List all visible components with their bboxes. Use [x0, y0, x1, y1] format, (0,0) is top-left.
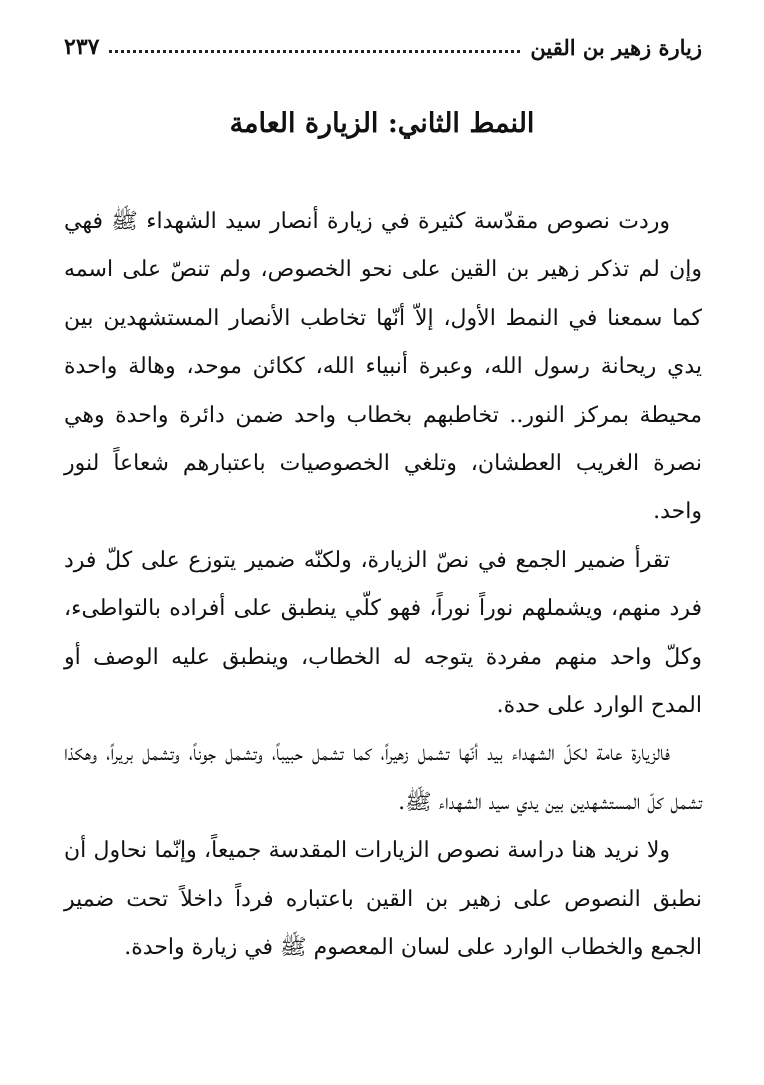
- paragraph-4: ولا نريد هنا دراسة نصوص الزيارات المقدسة جميعاً، وإنّما نحاول أن نطبق النصوص على زهير بن القين باعتباره فرداً داخلاً تحت ضمير الجمع والخطاب الوارد على لسان المعصوم ﷺ في زيارة واحدة.: [64, 838, 702, 961]
- running-title: زيارة زهير بن القين: [530, 34, 702, 60]
- paragraph-1: وردت نصوص مقدّسة كثيرة في زيارة أنصار سيد الشهداء ﷺ فهي وإن لم تذكر زهير بن القين على نحو الخصوص، ولم تنصّ على اسمه كما سمعنا في النمط الأول، إلاّ أنّها تخاطب الأنصار المستشهدين بين يدي ريحانة رسول الله، وعبرة أنبياء الله، ككائن موحد، وهالة واحدة محيطة بمركز النور.. تخاطبهم بخطاب واحد ضمن دائرة واحدة وهي نصرة الغريب العطشان، وتلغي الخصوصيات باعتبارهم شعاعاً لنور واحد.: [64, 209, 702, 525]
- dotted-leader: [109, 50, 520, 53]
- paragraph-3: فالزيارة عامة لكلّ الشهداء بيد أنّها تشمل زهيراً، كما تشمل حبيباً، وتشمل جوناً، وتشمل بريراً، وهكذا تشمل كلّ المستشهدين بين يدي سيد الشهداء ﷺ.: [64, 741, 702, 815]
- section-heading: النمط الثاني: الزيارة العامة: [229, 108, 535, 139]
- body-text: [64, 198, 702, 973]
- running-header: [64, 30, 702, 64]
- paragraph-2: تقرأ ضمير الجمع في نصّ الزيارة، ولكنّه ضمير يتوزع على كلّ فرد فرد منهم، ويشملهم نوراً نوراً، فهو كلّي ينطبق على أفراده بالتواطىء، وكلّ واحد منهم مفردة يتوجه له الخطاب، وينطبق عليه الوصف أو المدح الوارد على حدة.: [64, 547, 702, 719]
- page-number: ٢٣٧: [64, 34, 100, 60]
